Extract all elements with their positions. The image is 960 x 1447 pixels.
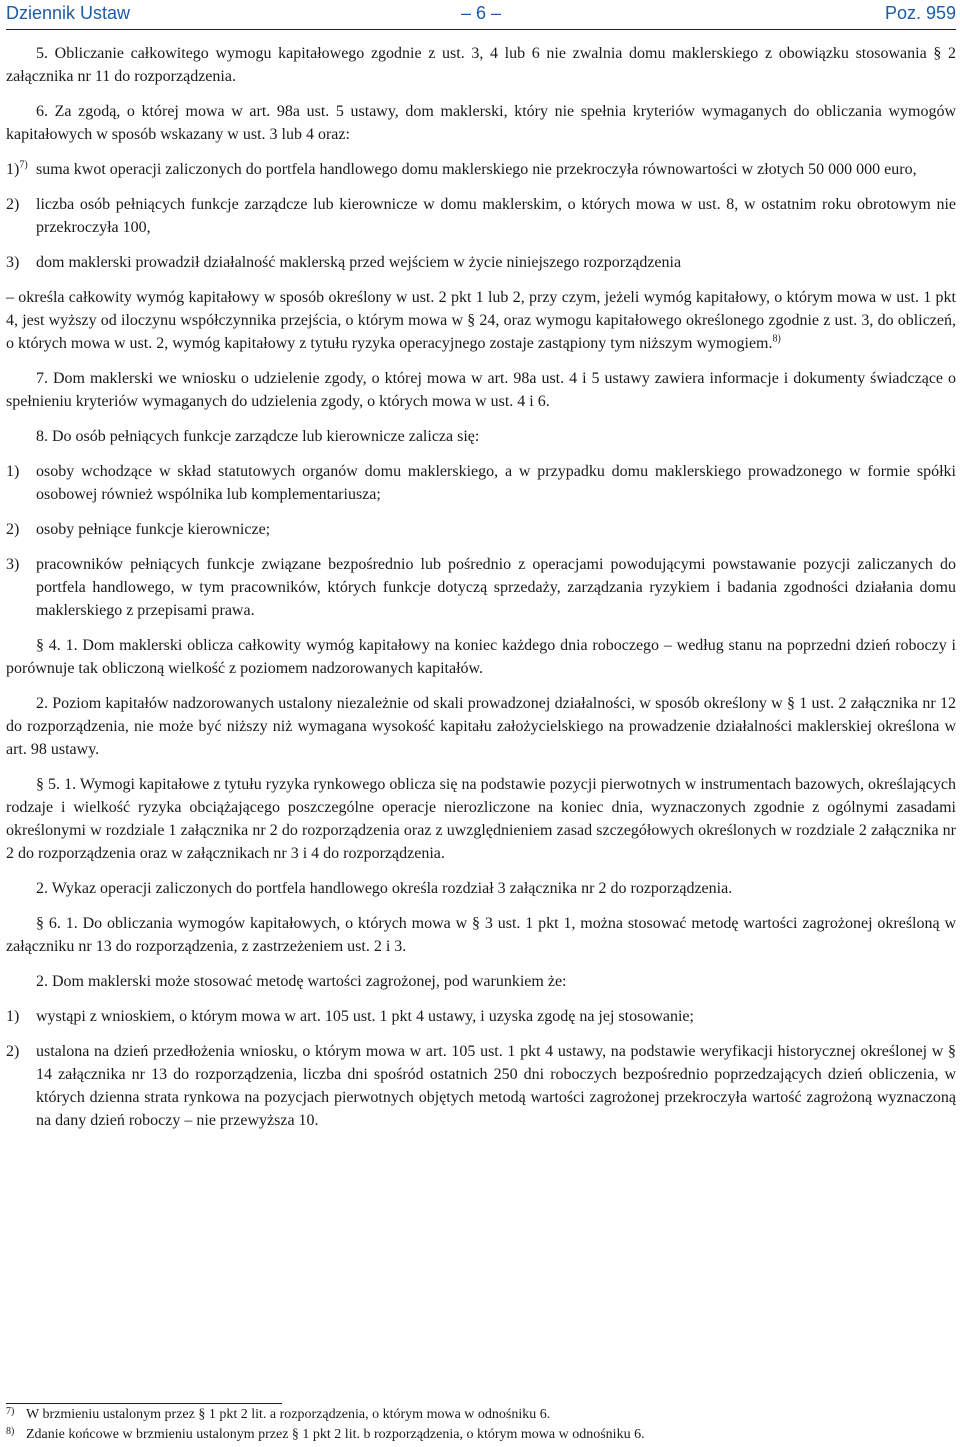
list-item bbox=[6, 518, 956, 541]
journal-title: Dziennik Ustaw bbox=[6, 3, 131, 23]
list-item-text: dom maklerski prowadził działalność maklerską przed wejściem w życie niniejszego rozporządzenia bbox=[36, 254, 682, 271]
section-5-paragraph-1: § 5. 1. Wymogi kapitałowe z tytułu ryzyka rynkowego oblicza się na podstawie pozycji pierwotnych w instrumentach bazowych, określających rodzaje i wielkość ryzyka obciążającego poszczególne operacje nierozliczone na koniec dnia, wyznaczonych zgodnie z ogólnymi zasadami określonymi w rozdziale 1 załącznika nr 2 do rozporządzenia oraz z uwzględnieniem zasad szczegółowych określonych w rozdziale 2 załącznika nr 2 do rozporządzenia oraz w załącznikach nr 3 i 4 do rozporządzenia. bbox=[6, 776, 956, 862]
document-body bbox=[6, 42, 956, 1144]
paragraph-5: 5. Obliczanie całkowitego wymogu kapitałowego zgodnie z ust. 3, 4 lub 6 nie zwalnia domu maklerskiego z obowiązku stosowania § 2 załącznika nr 11 do rozporządzenia. bbox=[6, 45, 956, 85]
list-item bbox=[6, 158, 956, 181]
list-item bbox=[6, 460, 956, 506]
paragraph-6: 6. Za zgodą, o której mowa w art. 98a ust. 5 ustawy, dom maklerski, który nie spełnia kryteriów wymaganych do obliczania wymogów kapitałowych w sposób wskazany w ust. 3 lub 4 oraz: bbox=[6, 103, 956, 143]
footnote-mark: 7) bbox=[6, 1406, 15, 1417]
section-4-paragraph-2: 2. Poziom kapitałów nadzorowanych ustalony niezależnie od skali prowadzonej działalności, w sposób określony w § 1 ust. 2 załącznika nr 12 do rozporządzenia, nie może być niższy niż wymagana wysokość kapitału założycielskiego na prowadzenie działalności maklerskiej określona w art. 98 ustawy. bbox=[6, 695, 956, 758]
list-item-text: osoby pełniące funkcje kierownicze; bbox=[36, 521, 271, 538]
section-4-paragraph-1: § 4. 1. Dom maklerski oblicza całkowity wymóg kapitałowy na koniec każdego dnia roboczego – według stanu na poprzedni dzień roboczy i porównuje tak obliczoną wielkość z poziomem nadzorowanych kapitałów. bbox=[6, 637, 956, 677]
section-6-paragraph-1: § 6. 1. Do obliczania wymogów kapitałowych, o których mowa w § 3 ust. 1 pkt 1, można stosować metodę wartości zagrożonej określoną w załączniku nr 13 do rozporządzenia, z zastrzeżeniem ust. 2 i 3. bbox=[6, 915, 956, 955]
list-item-number: 2) bbox=[6, 521, 20, 538]
list-item bbox=[6, 1040, 956, 1132]
footnote-divider bbox=[6, 1403, 282, 1404]
list-item-number: 2) bbox=[6, 1043, 20, 1060]
footnotes bbox=[6, 1405, 956, 1445]
footnote-ref: 8) bbox=[772, 333, 781, 345]
page-header bbox=[6, 1, 956, 30]
footnote bbox=[6, 1425, 956, 1445]
list-item-text: pracowników pełniących funkcje związane bezpośrednio lub pośrednio z operacjami powodującymi powstawanie pozycji zaliczanych do portfela handlowego, w tym pracowników, których funkcje dotyczą sprzedaży, zarządzania ryzykiem i badania zgodności działania domu maklerskiego z przepisami prawa. bbox=[36, 556, 956, 619]
list-item bbox=[6, 1005, 956, 1028]
list-item-text: wystąpi z wnioskiem, o którym mowa w art. 105 ust. 1 pkt 4 ustawy, i uzyska zgodę na jej stosowanie; bbox=[36, 1008, 694, 1025]
list-item-text: osoby wchodzące w skład statutowych organów domu maklerskiego, a w przypadku domu maklerskiego prowadzonego w formie spółki osobowej również wspólnika lub komplementariusza; bbox=[36, 463, 956, 503]
list-item-number: 3) bbox=[6, 254, 20, 271]
list-item-number: 2) bbox=[6, 196, 20, 213]
footnote-text: W brzmieniu ustalonym przez § 1 pkt 2 lit. a rozporządzenia, o którym mowa w odnośniku 6. bbox=[26, 1407, 551, 1422]
paragraph-8: 8. Do osób pełniących funkcje zarządcze lub kierownicze zalicza się: bbox=[36, 428, 480, 445]
list-item-text: liczba osób pełniących funkcje zarządcze lub kierownicze w domu maklerskim, o których mowa w ust. 8, w ostatnim roku obrotowym nie przekroczyła 100, bbox=[36, 196, 956, 236]
footnote-mark: 8) bbox=[6, 1426, 15, 1437]
list-item bbox=[6, 553, 956, 622]
list-item-text: ustalona na dzień przedłożenia wniosku, o którym mowa w art. 105 ust. 1 pkt 4 ustawy, na podstawie weryfikacji historycznej określonej w § 14 załącznika nr 13 do rozporządzenia, liczba dni spośród ostatnich 250 dni roboczych bezpośrednio poprzedzających dzień obliczenia, w których dzienna strata rynkowa na pozycjach pierwotnych objętych metodą wartości zagrożonej przekroczyła wartość zagrożoną wyznaczoną na dany dzień roboczy – nie przewyższa 10. bbox=[36, 1043, 956, 1129]
list-item-number: 3) bbox=[6, 556, 20, 573]
section-6-paragraph-2: 2. Dom maklerski może stosować metodę wartości zagrożonej, pod warunkiem że: bbox=[36, 973, 567, 990]
list-item bbox=[6, 251, 956, 274]
paragraph-6-tail: – określa całkowity wymóg kapitałowy w sposób określony w ust. 2 pkt 1 lub 2, przy czym, jeżeli wymóg kapitałowy, o którym mowa w ust. 1 pkt 4, jest wyższy od iloczynu współczynnika przejścia, o którym mowa w § 24, oraz wymogu kapitałowego określonego zgodnie z ust. 3, do obliczeń, o których mowa w ust. 2, wymóg kapitałowy z tytułu ryzyka operacyjnego zostaje zastąpiony tym niższym wymogiem.$^{8)}$ bbox=[6, 289, 956, 352]
footnote-ref: 7) bbox=[19, 159, 28, 171]
position-number: Poz. 959 bbox=[884, 3, 956, 23]
list-item-number: 1)$^{7)}$ bbox=[6, 159, 28, 178]
list-item-number: 1) bbox=[6, 1008, 20, 1025]
footnote bbox=[6, 1405, 956, 1425]
section-5-paragraph-2: 2. Wykaz operacji zaliczonych do portfela handlowego określa rozdział 3 załącznika nr 2 do rozporządzenia. bbox=[36, 880, 733, 897]
footnote-text: Zdanie końcowe w brzmieniu ustalonym przez § 1 pkt 2 lit. b rozporządzenia, o którym mowa w odnośniku 6. bbox=[26, 1427, 645, 1442]
page-number: – 6 – bbox=[460, 3, 502, 23]
list-item-text: suma kwot operacji zaliczonych do portfela handlowego domu maklerskiego nie przekroczyła równowartości w złotych 50 000 000 euro, bbox=[36, 161, 917, 178]
list-item bbox=[6, 193, 956, 239]
list-item-number: 1) bbox=[6, 463, 20, 480]
paragraph-7: 7. Dom maklerski we wniosku o udzielenie zgody, o której mowa w art. 98a ust. 4 i 5 ustawy zawiera informacje i dokumenty świadczące o spełnieniu kryteriów wymaganych do udzielenia zgody, o których mowa w ust. 4 i 6. bbox=[6, 370, 956, 410]
